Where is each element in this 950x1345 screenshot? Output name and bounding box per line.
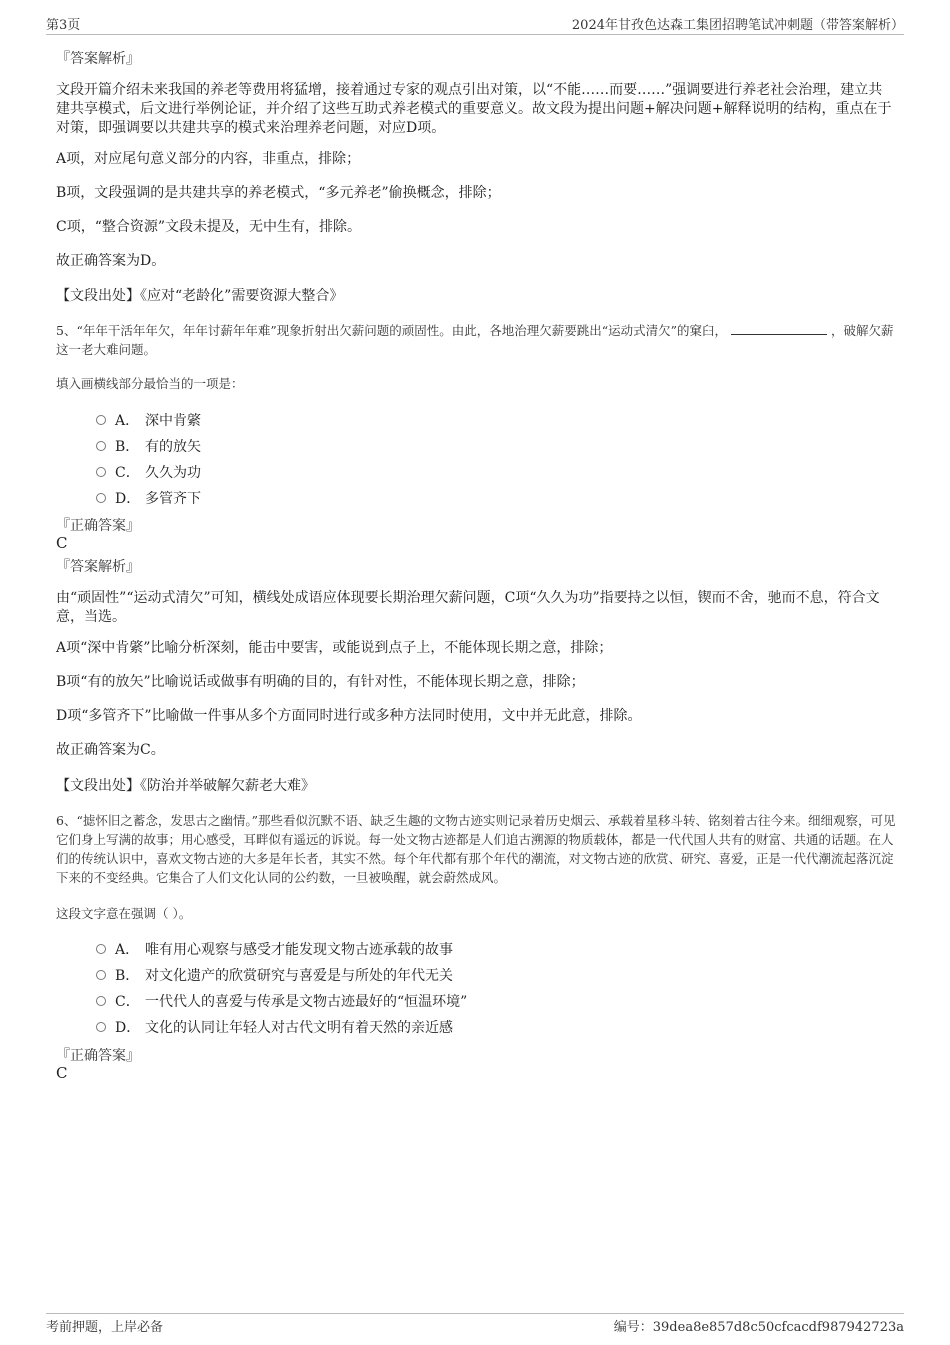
q6-option-c[interactable]: C． 一代代人的喜爱与传承是文物古迹最好的“恒温环境” xyxy=(96,991,467,1011)
q6-option-b[interactable]: B． 对文化遗产的欣赏研究与喜爱是与所处的年代无关 xyxy=(96,965,453,985)
q5-correct-label: 『正确答案』 xyxy=(56,518,140,534)
radio-icon[interactable] xyxy=(96,1022,106,1032)
radio-icon[interactable] xyxy=(96,441,106,451)
radio-icon[interactable] xyxy=(96,493,106,503)
q5-option-d[interactable]: D． 多管齐下 xyxy=(96,488,201,508)
q5-option-a-note: A项“深中肯綮”比喻分析深刻，能击中要害，或能说到点子上，不能体现长期之意，排除； xyxy=(56,640,613,656)
q5-option-b-note: B项“有的放矢”比喻说话或做事有明确的目的，有针对性，不能体现长期之意，排除； xyxy=(56,674,585,690)
q6-correct-label: 『正确答案』 xyxy=(56,1048,140,1064)
q4-option-c-note: C项，“整合资源”文段未提及，无中生有，排除。 xyxy=(56,219,362,235)
q6-option-a[interactable]: A． 唯有用心观察与感受才能发现文物古迹承载的故事 xyxy=(96,939,453,959)
q5-stem-before: 5、“年年干活年年欠，年年讨薪年年难”现象折射出欠薪问题的顽固性。由此，各地治理欠薪要跳出“运动式清欠”的窠臼， xyxy=(56,323,728,338)
q5-option-a[interactable]: A． 深中肯綮 xyxy=(96,410,201,430)
q5-analysis-text: 由“顽固性”“运动式清欠”可知，横线处成语应体现要长期治理欠薪问题，C项“久久为功”指要持之以恒，锲而不舍，驰而不息，符合文意，当选。 xyxy=(56,590,880,625)
page-header xyxy=(46,14,904,35)
q4-option-b-note: B项，文段强调的是共建共享的养老模式，“多元养老”偷换概念，排除； xyxy=(56,185,501,201)
q5-option-d-note: D项“多管齐下”比喻做一件事从多个方面同时进行或多种方法同时使用，文中并无此意，排除。 xyxy=(56,708,642,724)
q5-analysis-label: 『答案解析』 xyxy=(56,559,140,575)
radio-icon[interactable] xyxy=(96,467,106,477)
q5-answer-blank xyxy=(731,322,827,335)
document-id: 编号：39dea8e857d8c50cfcacdf987942723a xyxy=(613,1320,904,1335)
q6-prompt: 这段文字意在强调（ ）。 xyxy=(56,906,192,921)
q5-stem-after: ，破解欠薪这一老大难问题。 xyxy=(56,323,894,357)
q6-option-d[interactable]: D． 文化的认同让年轻人对古代文明有着天然的亲近感 xyxy=(96,1017,453,1037)
radio-icon[interactable] xyxy=(96,996,106,1006)
q5-option-b[interactable]: B． 有的放矢 xyxy=(96,436,201,456)
page-number: 第3页 xyxy=(46,18,81,33)
q5-source: 【文段出处】《防治并举破解欠薪老大难》 xyxy=(56,778,315,794)
q5-stem xyxy=(56,321,896,359)
q5-prompt: 填入画横线部分最恰当的一项是： xyxy=(56,376,244,391)
q5-option-c[interactable]: C． 久久为功 xyxy=(96,462,201,482)
page-footer xyxy=(46,1313,904,1336)
q6-stem: 6、“摅怀旧之蓄念，发思古之幽情。”那些看似沉默不语、缺乏生趣的文物古迹实则记录着历史烟云、承载着星移斗转、铭刻着古往今来。细细观察，可见它们身上写满的故事；用心感受，耳畔似有遥远的诉说。每一处文物古迹都是人们追古溯源的物质载体，都是一代代国人共有的财富、共通的话题。在人们的传统认识中，喜欢文物古迹的大多是年长者，其实不然。每个年代都有那个年代的潮流，对文物古迹的欣赏、研究、喜爱，正是一代代潮流起落沉淀下来的不变经典。它集合了人们文化认同的公约数，一旦被唤醒，就会蔚然成风。 xyxy=(56,813,896,885)
q6-correct-answer: C xyxy=(56,1064,68,1082)
q4-option-a-note: A项，对应尾句意义部分的内容，非重点，排除； xyxy=(56,151,361,167)
radio-icon[interactable] xyxy=(96,415,106,425)
radio-icon[interactable] xyxy=(96,970,106,980)
q4-source: 【文段出处】《应对“老龄化”需要资源大整合》 xyxy=(56,288,344,304)
q5-conclusion: 故正确答案为C。 xyxy=(56,742,165,758)
radio-icon[interactable] xyxy=(96,944,106,954)
footer-slogan: 考前押题，上岸必备 xyxy=(46,1320,164,1335)
q4-analysis-text: 文段开篇介绍未来我国的养老等费用将猛增，接着通过专家的观点引出对策，以“不能……而要……”强调要进行养老社会治理，建立共建共享模式，后文进行举例论证，并介绍了这些互助式养老模式的重要意义。故文段为提出问题+解决问题+解释说明的结构，重点在于对策，即强调要以共建共享的模式来治理养老问题，对应D项。 xyxy=(56,82,892,136)
q4-conclusion: 故正确答案为D。 xyxy=(56,253,166,269)
q4-analysis-label: 『答案解析』 xyxy=(56,51,140,67)
q5-correct-answer: C xyxy=(56,534,68,552)
document-title: 2024年甘孜色达森工集团招聘笔试冲刺题（带答案解析） xyxy=(571,18,904,33)
